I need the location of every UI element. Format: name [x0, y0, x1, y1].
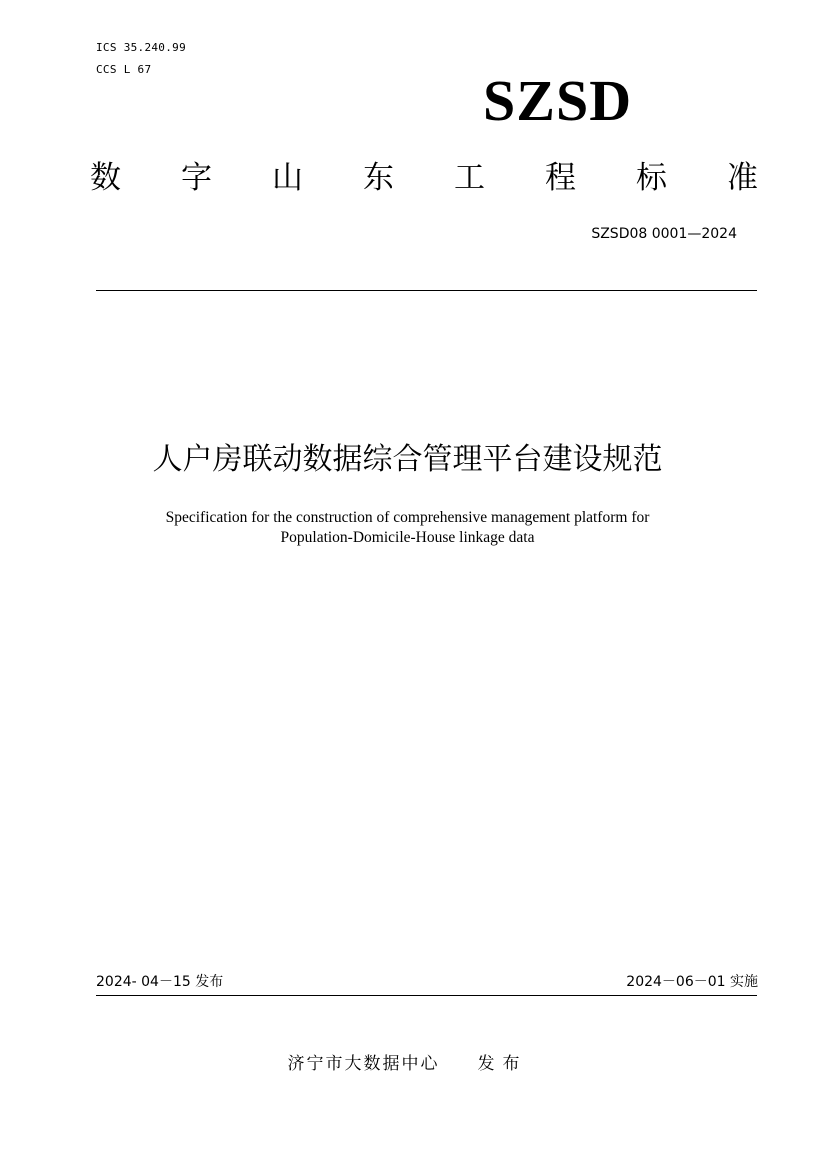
document-title-english — [0, 508, 815, 548]
standard-type-char: 程 — [545, 160, 576, 196]
standard-type-char: 东 — [363, 160, 394, 196]
standard-type-char: 标 — [636, 160, 667, 196]
standard-type-char: 字 — [181, 160, 212, 196]
implementation-date: 2024－06－01 实施 — [626, 974, 758, 990]
document-title-chinese: 人户房联动数据综合管理平台建设规范 — [152, 442, 663, 477]
ccs-code: CCS L 67 — [96, 63, 152, 76]
standard-type-char: 数 — [90, 160, 121, 196]
standard-type-char: 山 — [272, 160, 303, 196]
ics-code: ICS 35.240.99 — [96, 41, 186, 54]
standard-brand-logo: SZSD — [483, 68, 633, 133]
standard-number: SZSD08 0001—2024 — [591, 226, 737, 242]
standard-type-heading — [90, 158, 758, 198]
standard-type-char: 准 — [727, 160, 758, 196]
publisher-line — [0, 1052, 815, 1076]
english-title-line: Population-Domicile-House linkage data — [280, 529, 535, 546]
english-title-line: Specification for the construction of comprehensive management platform for — [165, 509, 650, 526]
standard-type-char: 工 — [454, 160, 485, 196]
header-divider — [96, 290, 757, 291]
publisher-suffix: 发布 — [477, 1054, 528, 1074]
publisher-name: 济宁市大数据中心 — [287, 1054, 440, 1074]
issue-date: 2024- 04－15 发布 — [96, 974, 224, 990]
footer-divider — [96, 995, 757, 996]
